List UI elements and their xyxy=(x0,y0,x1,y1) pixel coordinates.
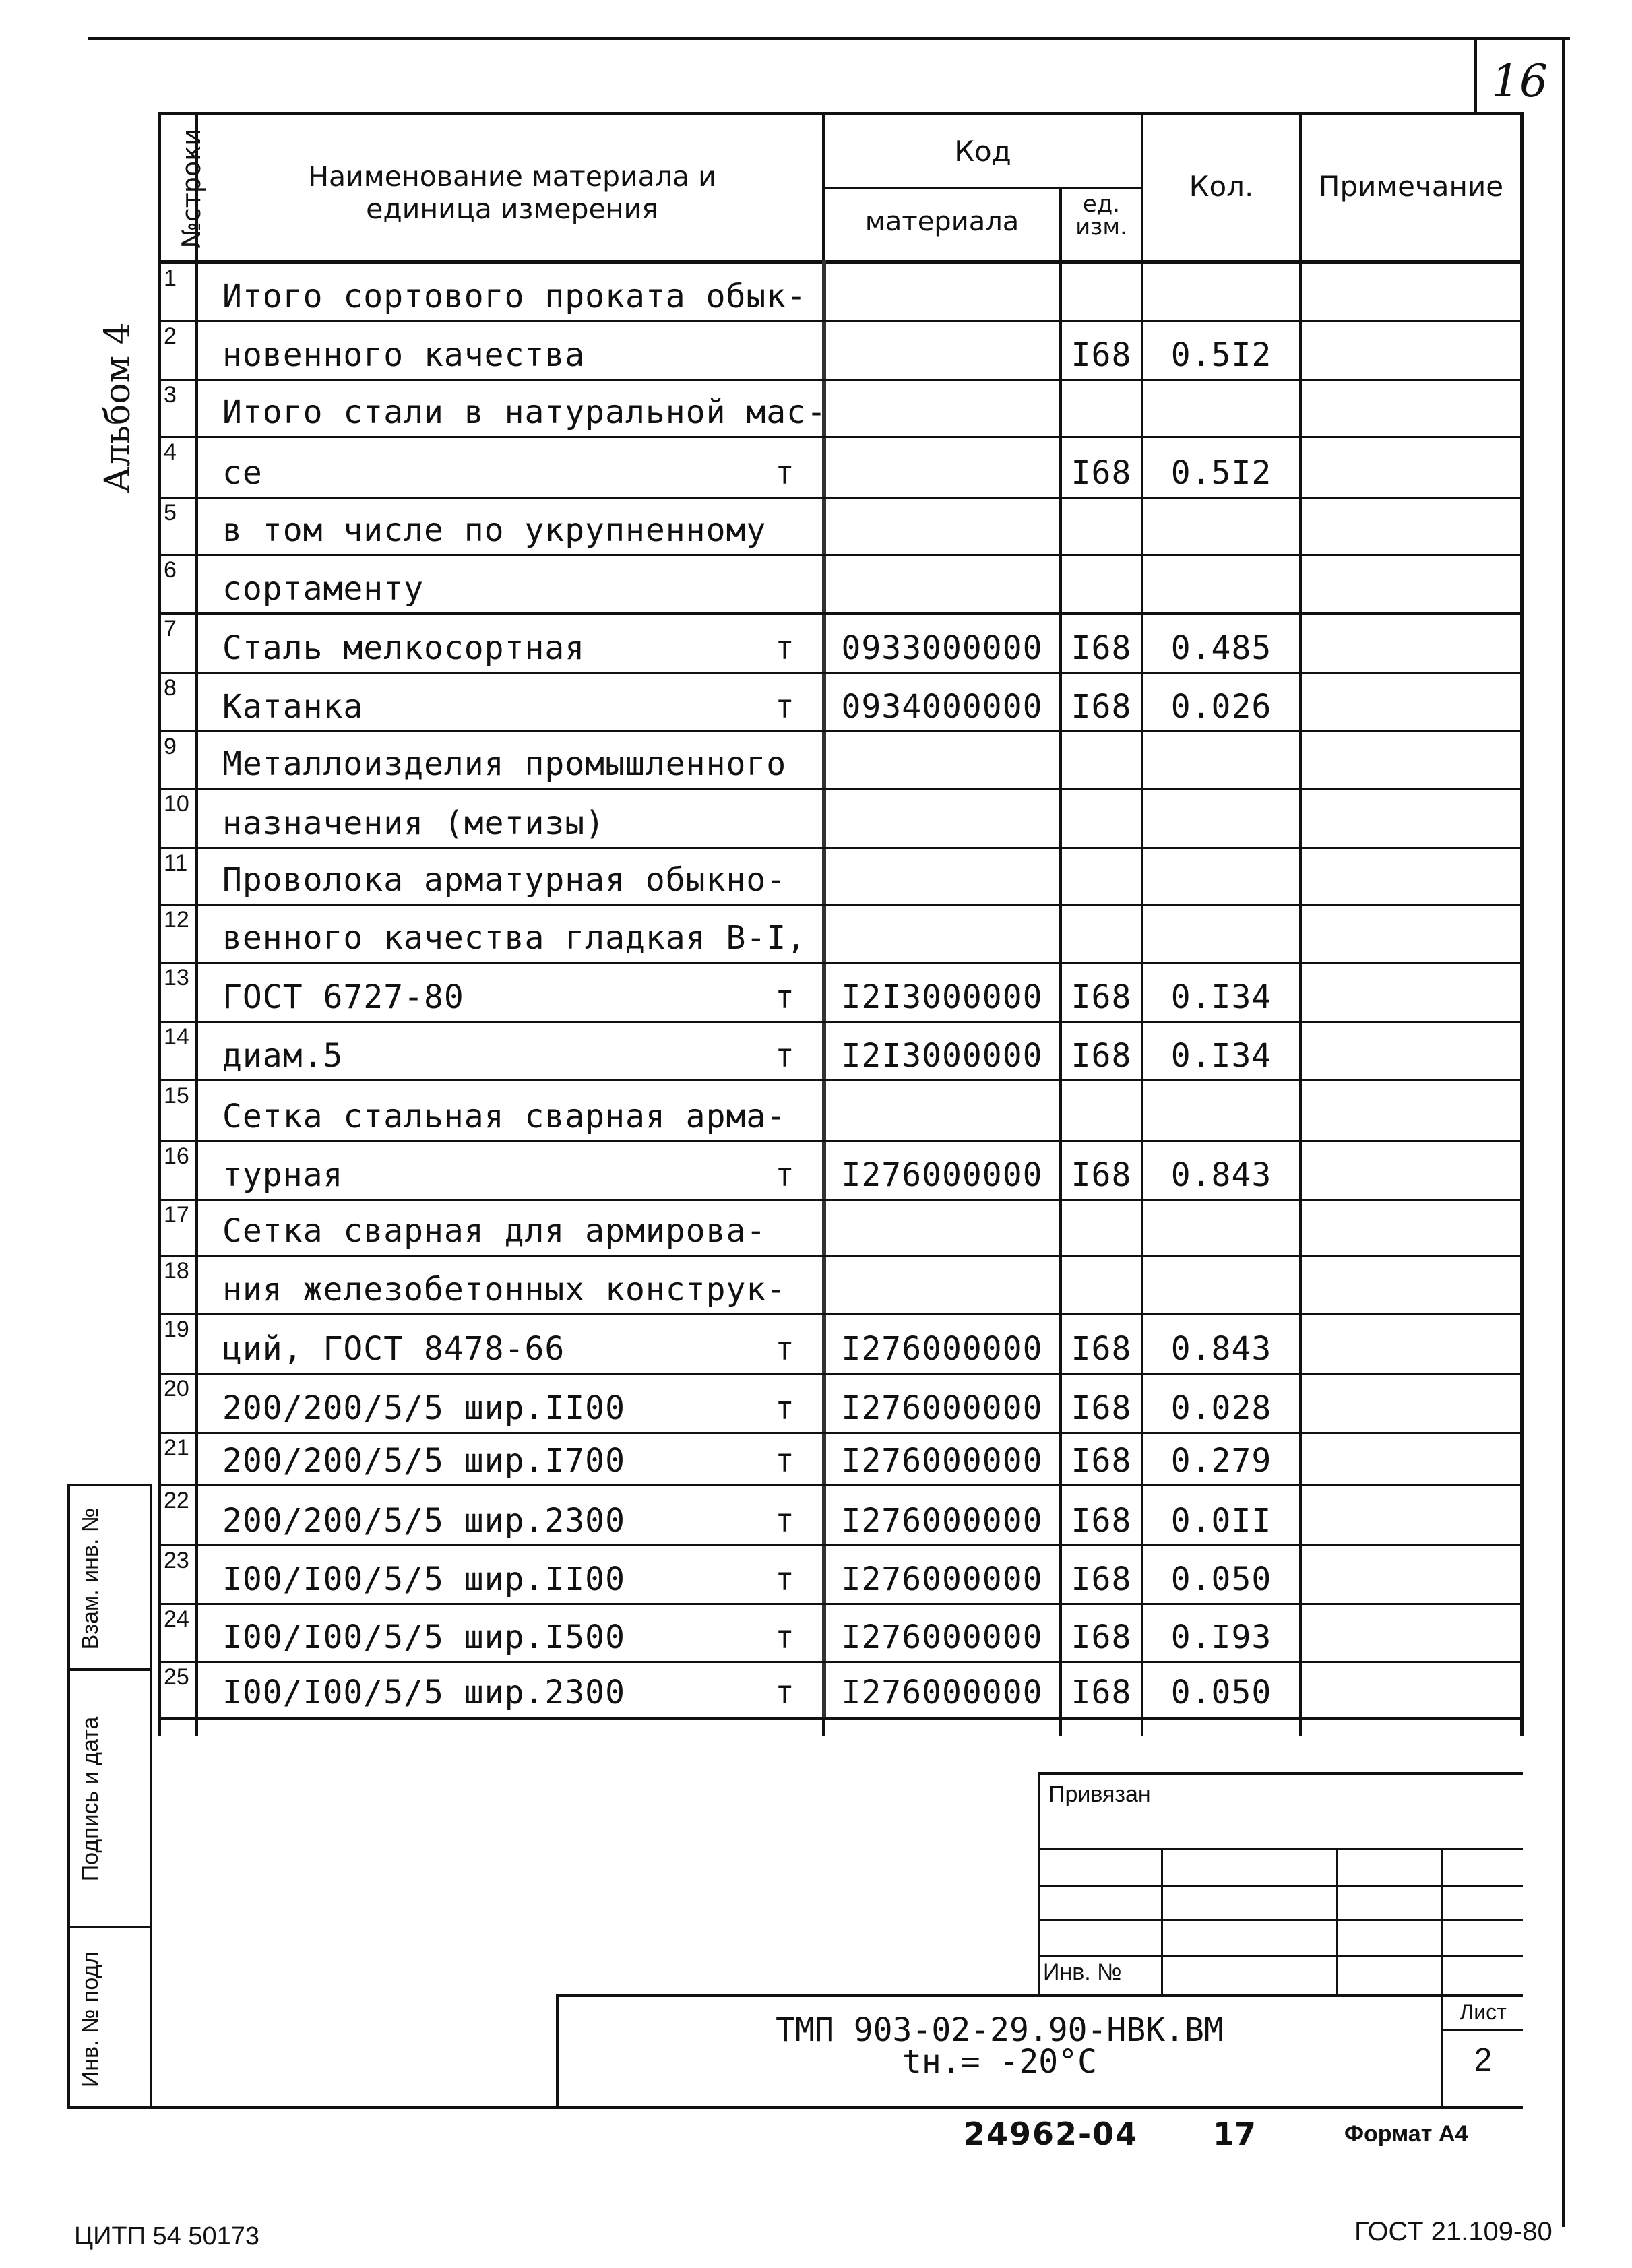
row-unit-t: т xyxy=(775,1502,795,1540)
row-unit-t xyxy=(765,1257,805,1309)
table-row xyxy=(158,732,1523,790)
row-quantity: 0.050 xyxy=(1170,1561,1272,1598)
table-row xyxy=(158,322,1523,381)
row-unit-code: I68 xyxy=(1071,454,1132,492)
row-number: 11 xyxy=(164,850,188,876)
header-name-2: единица измерения xyxy=(366,193,658,225)
row-quantity: 0.5I2 xyxy=(1170,336,1272,374)
row-unit-code: I68 xyxy=(1071,1330,1132,1368)
row-quantity: 0.0II xyxy=(1170,1502,1272,1540)
row-material-code xyxy=(825,1257,1059,1309)
header-unit: ед. xyxy=(1082,191,1121,218)
row-material-code: I2I3000000 xyxy=(841,978,1043,1016)
row-material-code xyxy=(825,556,1059,608)
row-material-code: I276000000 xyxy=(841,1330,1043,1368)
row-number: 13 xyxy=(164,965,189,990)
row-number: 23 xyxy=(164,1548,189,1573)
row-number: 10 xyxy=(164,791,189,817)
row-material-code: I276000000 xyxy=(841,1156,1043,1194)
stamp-sheet-label: Лист xyxy=(1460,2000,1507,2024)
row-unit-code xyxy=(1062,499,1141,549)
row-unit-code xyxy=(1062,381,1141,431)
row-quantity: 0.279 xyxy=(1170,1442,1272,1480)
table-row xyxy=(158,1315,1523,1375)
table-row xyxy=(158,1486,1523,1546)
row-name: ций, ГОСТ 8478-66 xyxy=(222,1330,565,1368)
row-unit-t xyxy=(765,1081,805,1135)
format-label: Формат А4 xyxy=(1344,2121,1468,2147)
side-label-podpis: Подпись и дата xyxy=(77,1716,103,1882)
side-label-inv-podl: Инв. № подл xyxy=(77,1951,103,2088)
row-number: 20 xyxy=(164,1376,189,1401)
stamp-designation: ТМП 903-02-29.90-НВК.ВМ xyxy=(776,2011,1224,2049)
row-unit-code: I68 xyxy=(1071,629,1132,667)
row-quantity xyxy=(1143,264,1299,315)
row-unit-t: т xyxy=(775,1389,795,1427)
row-name: Проволока арматурная обыкно- xyxy=(222,861,787,899)
row-name: Металлоизделия промышленного xyxy=(222,745,787,783)
row-material-code: I276000000 xyxy=(841,1389,1043,1427)
row-unit-t xyxy=(765,264,805,315)
row-unit-t: т xyxy=(775,1330,795,1368)
row-name: сортаменту xyxy=(222,570,424,608)
row-unit-code xyxy=(1062,732,1141,783)
row-name: 200/200/5/5 шир.I700 xyxy=(222,1442,625,1480)
table-row xyxy=(158,790,1523,849)
row-unit-code xyxy=(1062,849,1141,899)
row-unit-t xyxy=(765,499,805,549)
row-name: в том числе по укрупненному xyxy=(222,511,767,549)
row-number: 7 xyxy=(164,616,177,641)
row-quantity xyxy=(1143,1081,1299,1135)
row-material-code xyxy=(825,438,1059,492)
row-quantity xyxy=(1143,906,1299,957)
row-name: Сталь мелкосортная xyxy=(222,629,586,667)
footer-right: ГОСТ 21.109-80 xyxy=(1354,2217,1552,2246)
row-quantity: 0.5I2 xyxy=(1170,454,1272,492)
row-name: 200/200/5/5 шир.II00 xyxy=(222,1389,625,1427)
row-name: Сетка стальная сварная арма- xyxy=(222,1098,787,1135)
footer-left: ЦИТП 54 50173 xyxy=(74,2222,259,2250)
row-name: се xyxy=(222,454,263,492)
table-row xyxy=(158,556,1523,615)
row-unit-t xyxy=(765,322,805,374)
row-name: ГОСТ 6727-80 xyxy=(222,978,464,1016)
table-row xyxy=(158,1663,1523,1718)
row-name: диам.5 xyxy=(222,1037,344,1075)
header-code: Код xyxy=(954,135,1011,168)
row-unit-code xyxy=(1062,264,1141,315)
row-unit-code xyxy=(1062,1257,1141,1309)
stamp-inv-no: Инв. № xyxy=(1043,1959,1122,1985)
row-unit-code: I68 xyxy=(1071,1618,1132,1656)
table-row xyxy=(158,1201,1523,1257)
row-number: 1 xyxy=(164,265,177,291)
table-row xyxy=(158,1142,1523,1201)
row-unit-code xyxy=(1062,1081,1141,1135)
row-number: 21 xyxy=(164,1435,189,1461)
row-material-code: I276000000 xyxy=(841,1674,1043,1711)
row-material-code xyxy=(825,264,1059,315)
footer-page: 17 xyxy=(1213,2116,1257,2152)
row-quantity: 0.I34 xyxy=(1170,978,1272,1016)
row-name: Итого сортового проката обык- xyxy=(222,278,807,315)
table-row xyxy=(158,906,1523,964)
row-quantity: 0.026 xyxy=(1170,688,1272,726)
row-unit-code: I68 xyxy=(1071,1037,1132,1075)
row-unit-code: I68 xyxy=(1071,978,1132,1016)
row-unit-t: т xyxy=(775,1618,795,1656)
row-number: 4 xyxy=(164,439,177,465)
table-row xyxy=(158,1434,1523,1486)
row-material-code xyxy=(825,1081,1059,1135)
row-name: Катанка xyxy=(222,688,364,726)
row-quantity: 0.I34 xyxy=(1170,1037,1272,1075)
header-row-number: №строки xyxy=(177,129,206,249)
header-qty: Кол. xyxy=(1189,170,1254,203)
row-quantity: 0.I93 xyxy=(1170,1618,1272,1656)
row-number: 15 xyxy=(164,1083,189,1108)
row-number: 8 xyxy=(164,675,177,701)
row-number: 14 xyxy=(164,1024,189,1050)
table-row xyxy=(158,381,1523,438)
row-number: 12 xyxy=(164,907,189,933)
table-row xyxy=(158,1605,1523,1663)
header-name: Наименование материала и xyxy=(308,160,716,193)
table-row xyxy=(158,438,1523,499)
row-unit-t xyxy=(765,1201,805,1250)
row-unit-code: I68 xyxy=(1071,1561,1132,1598)
row-material-code xyxy=(825,499,1059,549)
row-quantity xyxy=(1143,1201,1299,1250)
row-unit-t xyxy=(765,381,805,431)
row-name: венного качества гладкая В-I, xyxy=(222,919,807,957)
row-unit-t: т xyxy=(775,1037,795,1075)
row-number: 17 xyxy=(164,1202,189,1228)
stamp-temperature: tн.= -20°C xyxy=(902,2043,1097,2081)
row-material-code xyxy=(825,790,1059,842)
header-note: Примечание xyxy=(1318,170,1504,203)
row-quantity: 0.485 xyxy=(1170,629,1272,667)
stamp-privyazan: Привязан xyxy=(1048,1782,1151,1807)
row-unit-code: I68 xyxy=(1071,1156,1132,1194)
row-quantity: 0.843 xyxy=(1170,1156,1272,1194)
row-quantity xyxy=(1143,790,1299,842)
row-unit-t: т xyxy=(775,1561,795,1598)
row-quantity: 0.843 xyxy=(1170,1330,1272,1368)
header-unit-2: изм. xyxy=(1075,214,1127,241)
row-material-code xyxy=(825,1201,1059,1250)
row-material-code: 0934000000 xyxy=(841,688,1043,726)
row-name: Итого стали в натуральной мас- xyxy=(222,393,827,431)
row-material-code xyxy=(825,732,1059,783)
row-unit-t: т xyxy=(775,629,795,667)
row-unit-t: т xyxy=(775,454,795,492)
row-name: Сетка сварная для армирова- xyxy=(222,1212,767,1250)
row-unit-code xyxy=(1062,906,1141,957)
row-number: 3 xyxy=(164,382,177,408)
album-label: Альбом 4 xyxy=(98,322,138,493)
row-unit-t xyxy=(765,906,805,957)
row-unit-code: I68 xyxy=(1071,1389,1132,1427)
row-unit-t xyxy=(765,790,805,842)
row-quantity xyxy=(1143,381,1299,431)
row-unit-t xyxy=(765,556,805,608)
row-material-code: I276000000 xyxy=(841,1442,1043,1480)
row-material-code xyxy=(825,906,1059,957)
row-material-code: 0933000000 xyxy=(841,629,1043,667)
row-unit-code xyxy=(1062,790,1141,842)
row-name: турная xyxy=(222,1156,344,1194)
row-quantity xyxy=(1143,1257,1299,1309)
row-material-code xyxy=(825,322,1059,374)
row-material-code: I276000000 xyxy=(841,1618,1043,1656)
row-unit-code: I68 xyxy=(1071,1674,1132,1711)
row-unit-code xyxy=(1062,1201,1141,1250)
table-row xyxy=(158,674,1523,732)
row-unit-code: I68 xyxy=(1071,688,1132,726)
table-row xyxy=(158,1375,1523,1434)
row-name: ния железобетонных конструк- xyxy=(222,1271,787,1309)
stamp-sheet-number: 2 xyxy=(1474,2042,1493,2078)
table-row xyxy=(158,1023,1523,1081)
row-unit-t: т xyxy=(775,978,795,1016)
table-row xyxy=(158,964,1523,1023)
header-material: материала xyxy=(865,206,1019,237)
row-quantity xyxy=(1143,732,1299,783)
row-unit-code xyxy=(1062,556,1141,608)
table-row xyxy=(158,1546,1523,1605)
row-unit-code: I68 xyxy=(1071,1442,1132,1480)
doc-number: 24962-04 xyxy=(964,2116,1139,2152)
side-label-vzam: Взам. инв. № xyxy=(77,1507,103,1650)
row-quantity xyxy=(1143,499,1299,549)
row-unit-code: I68 xyxy=(1071,1502,1132,1540)
row-name: I00/I00/5/5 шир.II00 xyxy=(222,1561,625,1598)
row-quantity xyxy=(1143,849,1299,899)
row-number: 22 xyxy=(164,1488,189,1513)
row-number: 5 xyxy=(164,500,177,526)
table-row xyxy=(158,499,1523,556)
table-row xyxy=(158,1257,1523,1315)
page-number: 16 xyxy=(1491,55,1548,107)
row-quantity: 0.028 xyxy=(1170,1389,1272,1427)
row-unit-t: т xyxy=(775,688,795,726)
row-quantity xyxy=(1143,556,1299,608)
row-number: 19 xyxy=(164,1317,189,1342)
row-unit-t: т xyxy=(775,1442,795,1480)
row-number: 16 xyxy=(164,1143,189,1169)
row-material-code xyxy=(825,381,1059,431)
row-name: назначения (метизы) xyxy=(222,805,606,842)
row-number: 18 xyxy=(164,1258,189,1284)
row-number: 25 xyxy=(164,1664,189,1690)
row-name: I00/I00/5/5 шир.I500 xyxy=(222,1618,625,1656)
row-unit-t: т xyxy=(775,1674,795,1711)
table-row xyxy=(158,264,1523,322)
row-unit-code: I68 xyxy=(1071,336,1132,374)
row-number: 24 xyxy=(164,1606,189,1632)
row-number: 6 xyxy=(164,557,177,583)
row-material-code xyxy=(825,849,1059,899)
table-row xyxy=(158,1081,1523,1142)
table-row xyxy=(158,849,1523,906)
row-name: новенного качества xyxy=(222,336,586,374)
row-number: 9 xyxy=(164,734,177,759)
row-unit-t xyxy=(765,849,805,899)
row-name: 200/200/5/5 шир.2300 xyxy=(222,1502,625,1540)
row-name: I00/I00/5/5 шир.2300 xyxy=(222,1674,625,1711)
row-unit-t xyxy=(765,732,805,783)
row-number: 2 xyxy=(164,323,177,349)
row-quantity: 0.050 xyxy=(1170,1674,1272,1711)
row-material-code: I276000000 xyxy=(841,1561,1043,1598)
row-material-code: I276000000 xyxy=(841,1502,1043,1540)
row-unit-t: т xyxy=(775,1156,795,1194)
table-row xyxy=(158,615,1523,674)
row-material-code: I2I3000000 xyxy=(841,1037,1043,1075)
